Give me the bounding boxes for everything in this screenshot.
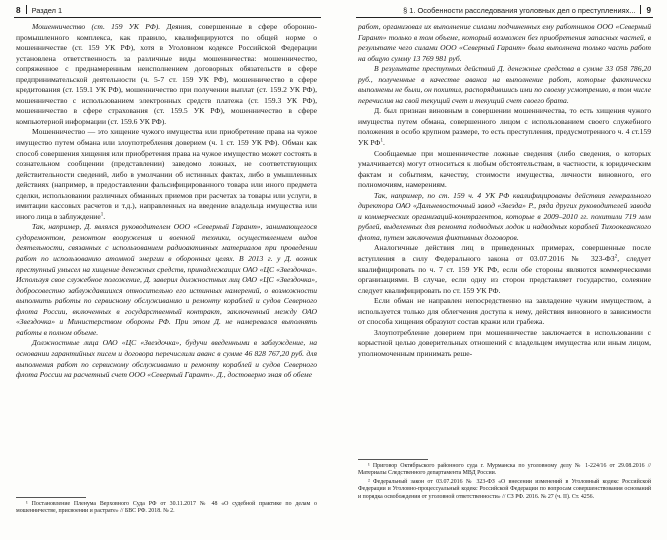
left-running-header [16, 5, 317, 17]
paragraph [358, 22, 651, 64]
paragraph [16, 222, 317, 338]
paragraph-text: Сообщаемые при мошенничестве ложные сведения (либо сведения, о которых умалчивается) могут относиться к любым обстоятельствам, в частности, к юридическим фактам и событиям, качеству, стоимости имущества, личности виновного, его полномочиям, намерениям. [358, 148, 651, 190]
header-rule [356, 17, 653, 18]
right-body-text [358, 22, 651, 360]
footnote-marker: 1 [380, 138, 383, 144]
paragraph [358, 296, 651, 328]
footnote: ¹ Приговор Октябрьского районного суда г. Мурманска по уголовному делу № 1-224/16 от 29.08.2016 // Материалы Следственного департамента МВД России. [358, 463, 651, 477]
paragraph [358, 243, 651, 296]
footnote-marker: 1 [100, 212, 104, 218]
left-body-text [16, 22, 317, 381]
paragraph [16, 127, 317, 222]
right-footnotes [358, 463, 651, 502]
paragraph-text: Деяния, совершенные в сфере оборонно-промышленного комплекса, как правило, квалифицируются по общей норме о мошенничестве (ст. 159 УК РФ), хотя в Уголовном кодексе Российской Федерации установлена ответственность за различные виды мошенничества: мошенничество, сопряженное с преднамеренным неисполнением договорных обязательств в сфере предпринимательской деятельности (ч. 5-7 ст. 159 УК РФ), мошенничество в сфере кредитования (ст. 159.1 УК РФ), мошенничество при получении выплат (ст. 159.2 УК РФ), мошенничество с использованием электронных средств платежа (ст. 159.3 УК РФ), мошенничество в сфере страхования (ст. 159.5 УК РФ), мошенничество в сфере компьютерной информации (ст. 159.6 УК РФ). [16, 22, 317, 126]
paragraph-tail: . [382, 138, 385, 148]
header-separator [640, 5, 641, 14]
paragraph-text: Должностные лица ОАО «ЦС «Звездочка», будучи введенными в заблуждение, на основании гарантийных писем и договора перечислили аванс в сумме 46 828 767,20 руб. для выполнения работ по сервисному обслуживанию и ремонту кораблей и судов Северного флота России на расчетный счет ООО «Северный Гарант». Д., достоверно зная об обеме [16, 338, 317, 380]
page-number: 9 [646, 6, 651, 15]
footnote-rule [16, 497, 86, 498]
right-page [334, 0, 663, 540]
paragraph [358, 149, 651, 191]
left-page [0, 0, 325, 540]
paragraph-text: В результате преступных действий Д. денежные средства в сумме 33 058 786,20 руб., полученные в качестве аванса на выполнение работ, которые фактически выполнены не были, он похитил, распорядившись ими по своему усмотрению, в том числе перечислив на свой текущий счет и текущий счет своего брата. [358, 64, 651, 105]
paragraph-text: Так, например, Д. являлся руководителем ООО «Северный Гарант», занимающегося судоремонтом, ремонтом вооружения и военной техники, осуществлением видов деятельности, связанных с использованием радиоактивных материалов при проведении работ по использованию атомной энергии в оборонных целях. В 2013 г. у Д. возник преступный умысел на хищение денежных средств, принадлежащих ОАО «ЦС «Звездочка». Используя свое служебное положение, Д. заверил должностных лиц ОАО «ЦС «Звездочка», добросовестно заблуждавшихся относительно его истинных намерений, о возможности выполнить работы по сервисному обслуживанию и ремонту кораблей и судов Северного флота России, включенных в государственный контракт, заключенный между ОАО «Звездочка» и Министерством обороны РФ. При этом Д. не намеревался выполнять работы в полном объеме. [16, 222, 317, 337]
left-footnotes [16, 501, 317, 517]
header-rule [14, 17, 321, 18]
running-head: § 1. Особенности расследования уголовных дел о преступлениях... [403, 6, 636, 15]
paragraph-text: работ, организовал их выполнение силами подчиненных ему работников ООО «Северный Гарант» только в том объеме, который возможен без приобретения запасных частей, в результате чего силами ООО «Северный Гарант» была выполнена только часть работ на общую сумму 13 769 981 руб. [358, 22, 651, 63]
paragraph [358, 64, 651, 106]
paragraph [358, 106, 651, 148]
paragraph [16, 22, 317, 127]
paragraph [358, 328, 651, 360]
footnote-rule [358, 459, 428, 460]
paragraph-lead: Мошенничество (ст. 159 УК РФ). [32, 22, 161, 31]
paragraph-tail: , следует квалифицировать по ч. 7 ст. 159 УК РФ, если обе стороны являются коммерческими организациями. В случае, если одну из сторон представляет государство, солеяние следует квалифицировать по ст. 159 УК РФ. [358, 254, 651, 295]
header-separator [26, 5, 27, 14]
paragraph-text: Д. был признан виновным в совершении мошенничества, то есть хищения чужого имущества путем обмана, совершенного лицом с использованием своего служебного положения в особо крупном размере, то есть преступления, предусмотренного ч. 4 ст.159 УК РФ [358, 106, 651, 148]
paragraph-text: Аналогичные действия лиц в приведенных примерах, совершенные после вступления в силу Федерального закона от 03.07.2016 № 323-ФЗ [358, 243, 651, 264]
paragraph [358, 191, 651, 244]
paragraph-text: Мошенничество — это хищение чужого имущества или приобретение права на чужое имущество путем обмана или злоупотребления доверием (ч. 1 ст. 159 УК РФ). Обман как способ совершения хищения или приобретения права на чужое имущество может состоять в сознательном сообщении (представлении) заведомо ложных, не соответствующих действительности сведений, либо в умолчании об истинных фактах, либо в умышленных действиях (например, в предоставлении фальсифицированного товара или иного предмета сделки, использовании различных обманных приемов при расчетах за товары или услуги, в имитации кассовых расчетов и т.д.), направленных на введение владельца имущества или иного лица в заблуждение [16, 127, 317, 221]
paragraph-text: Если обман не направлен непосредственно на завладение чужим имуществом, а используется только для облегчения доступа к нему, действия виновного в зависимости от способа хищения образуют состав кражи или грабежа. [358, 296, 651, 327]
footnote-marker: 2 [614, 254, 618, 260]
paragraph-text: Злоупотребление доверием при мошенничестве заключается в использовании с корыстной целью доверительных отношений с владельцем имущества или иным лицом, уполномоченным принимать реше- [358, 327, 651, 358]
footnote: ² Федеральный закон от 03.07.2016 № 323-ФЗ «О внесении изменений в Уголовный кодекс Российской Федерации и Уголовно-процессуальный кодекс Российской Федерации по вопросам совершенствования оснований и порядка освобождения от уголовной ответственности» // СЗ РФ. 2016. № 27 (ч. II). Ст. 4256. [358, 478, 651, 500]
running-head: Раздел 1 [31, 6, 63, 15]
right-running-header [356, 5, 651, 17]
page-number: 8 [16, 6, 21, 15]
paragraph-text: Так, например, по ст. 159 ч. 4 УК РФ квалифицированы действия генерального директора ОАО «Дальневосточный завод «Звезда» Р., ряда других руководителей завода и коммерческих организаций-контрагентов, которые в 2009–2010 гг. похитили 719 млн рублей, выделенных для ремонта подводных лодок и надводных кораблей Тихоокеанского флота, путем заключения фиктивных договоров. [358, 190, 651, 242]
footnote: ¹ Постановление Пленума Верховного Суда РФ от 30.11.2017 № 48 «О судебной практике по делам о мошенничестве, присвоении и растрате» // БВС РФ. 2018. № 2. [16, 501, 317, 515]
paragraph [16, 338, 317, 380]
paragraph-tail: . [103, 211, 106, 221]
